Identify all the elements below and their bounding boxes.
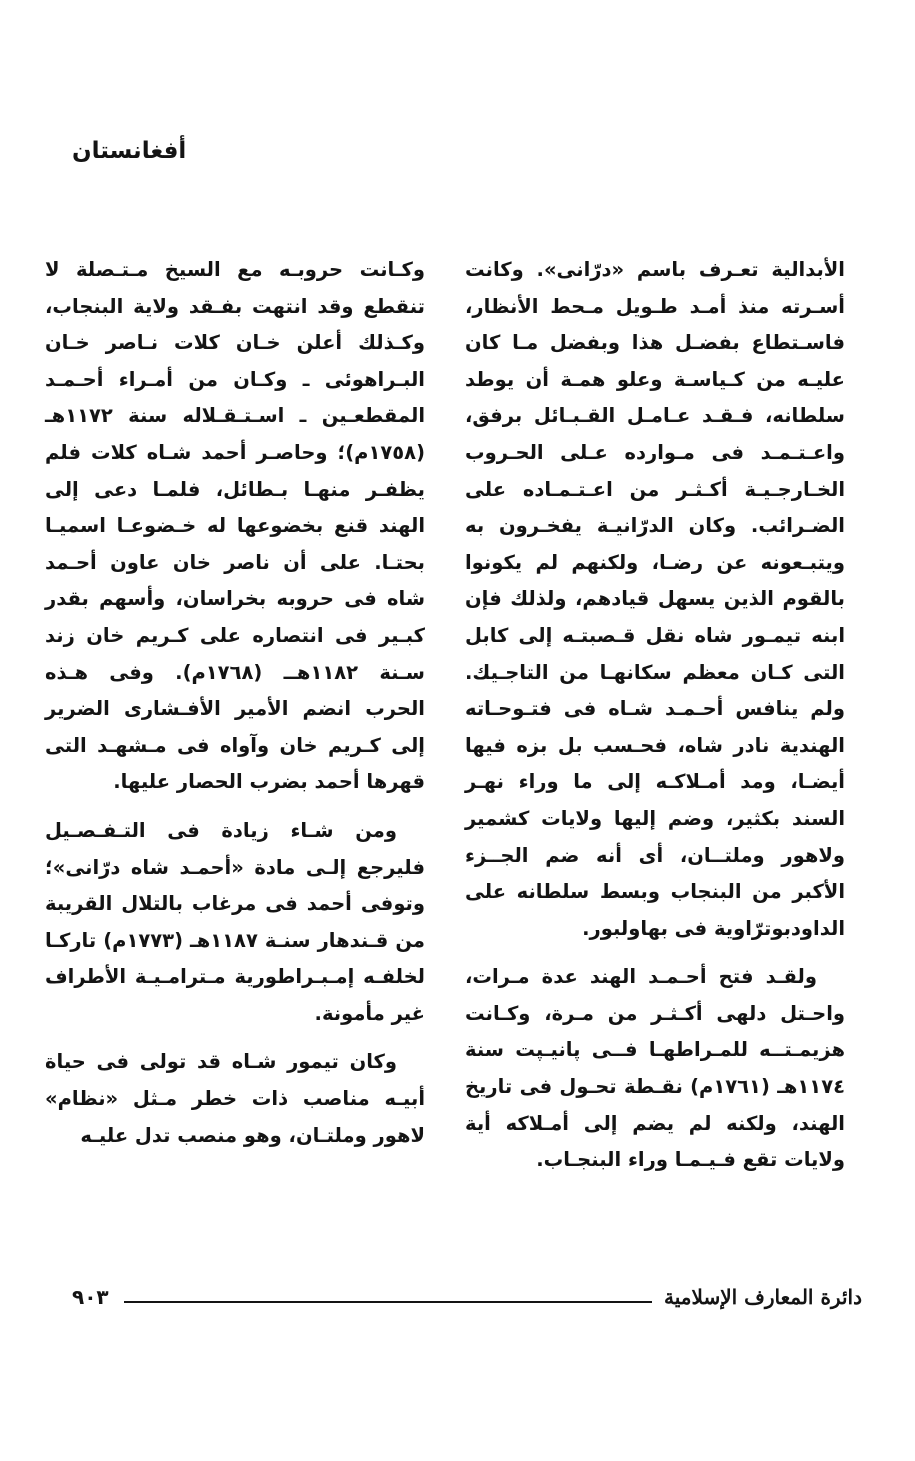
page-number: ٩٠٣ — [72, 1285, 109, 1309]
text-column-left — [45, 252, 425, 1154]
paragraph: وكـانت حروبـه مع السيخ مـتـصلة لا تنقطع وقد انتهت بفـقد ولاية البنجاب، وكـذلك أعلن خـان كلات نـاصر خـان البـراهوئى ـ وكـان من أمـراء أحـمـد المقطعـين ـ اسـتـقـلاله سنة ١١٧٢هـ (١٧٥٨م)؛ وحاصـر أحمد شـاه كلات فلم يظفـر منهـا بـطائل، فلمـا دعى إلى الهند قنع بخضوعها له خـضوعـا اسميـا بحتـا. على أن ناصر خان عاون أحـمد شاه فى حروبه بخراسان، وأسهم بقدر كبـير فى انتصاره على كـريم خان زند سـنة ١١٨٢هــ (١٧٦٨م). وفى هـذه الحرب انضم الأمير الأفـشارى الضرير إلى كـريم خان وآواه فى مـشهـد التى قهرها أحمد بضرب الحصار عليها. — [45, 258, 425, 794]
text-column-right — [465, 252, 845, 1179]
paragraph: ولقـد فتح أحـمـد الهند عدة مـرات، واحـتل دلهى أكـثـر من مـرة، وكـانت هزيمـتــه للمـراطهـا فــى پانيـپت سنة ١١٧٤هـ (١٧٦١م) نقـطة تحـول فى تاريخ الهند، ولكنه لم يضم إلى أمـلاكه أية ولايات تقع فـيـمـا وراء البنجـاب. — [465, 965, 845, 1172]
footer-rule — [124, 1301, 652, 1303]
paragraph: الأبدالية تعـرف باسم «درّانى». وكانت أسـرته منذ أمـد طـويل مـحط الأنظار، فاسـتطاع بفضـل هذا وبفضل مـا كان عليـه من كـياسـة وعلو همـة أن يوطد سلطانه، فـقـد عـامـل القـبـائل برفق، واعـتـمـد فى مـوارده عـلى الحـروب الخـارجـيـة أكـثـر من اعـتـمـاده على الضـرائب. وكان الدرّانيـة يفخـرون به ويتبـعونه عن رضـا، ولكنهم لم يكونوا بالقوم الذين يسهل قيادهم، ولذلك فإن ابنه تيمـور شاه نقل قـصبتـه إلى كابل التى كـان معظم سكانهـا من التاجـيك. ولم ينافس أحـمـد شـاه فى فتـوحـاته الهندية نادر شاه، فحـسب بل بزه فيها أيضـا، ومد أمـلاكـه إلى ما وراء نهـر السند بكثير، وضم إليها ولايات كشمير ولاهور وملتــان، أى أنه ضم الجــزء الأكبر من البنجاب وبسط سلطانه على الداودبوترّاوية فى بهاولبور. — [465, 258, 845, 940]
page-footer — [72, 1285, 862, 1315]
footer-title: دائرة المعارف الإسلامية — [664, 1285, 862, 1309]
paragraph: ومن شـاء زيادة فى التـفـصـيل فليرجع إلـى مادة «أحمـد شاه درّانى»؛ وتوفى أحمد فى مرغاب بالتلال القريبة من قـندهار سنـة ١١٨٧هـ (١٧٧٣م) تاركـا لخلفـه إمـبـراطورية مـترامـيـة الأطراف غير مأمونة. — [45, 818, 425, 1025]
paragraph: وكان تيمور شـاه قد تولى فى حياة أبيـه مناصب ذات خطر مـثل «نظام» لاهور وملتـان، وهو منصب تدل عليـه — [45, 1050, 425, 1147]
running-head-title: أفغانستان — [72, 138, 187, 164]
